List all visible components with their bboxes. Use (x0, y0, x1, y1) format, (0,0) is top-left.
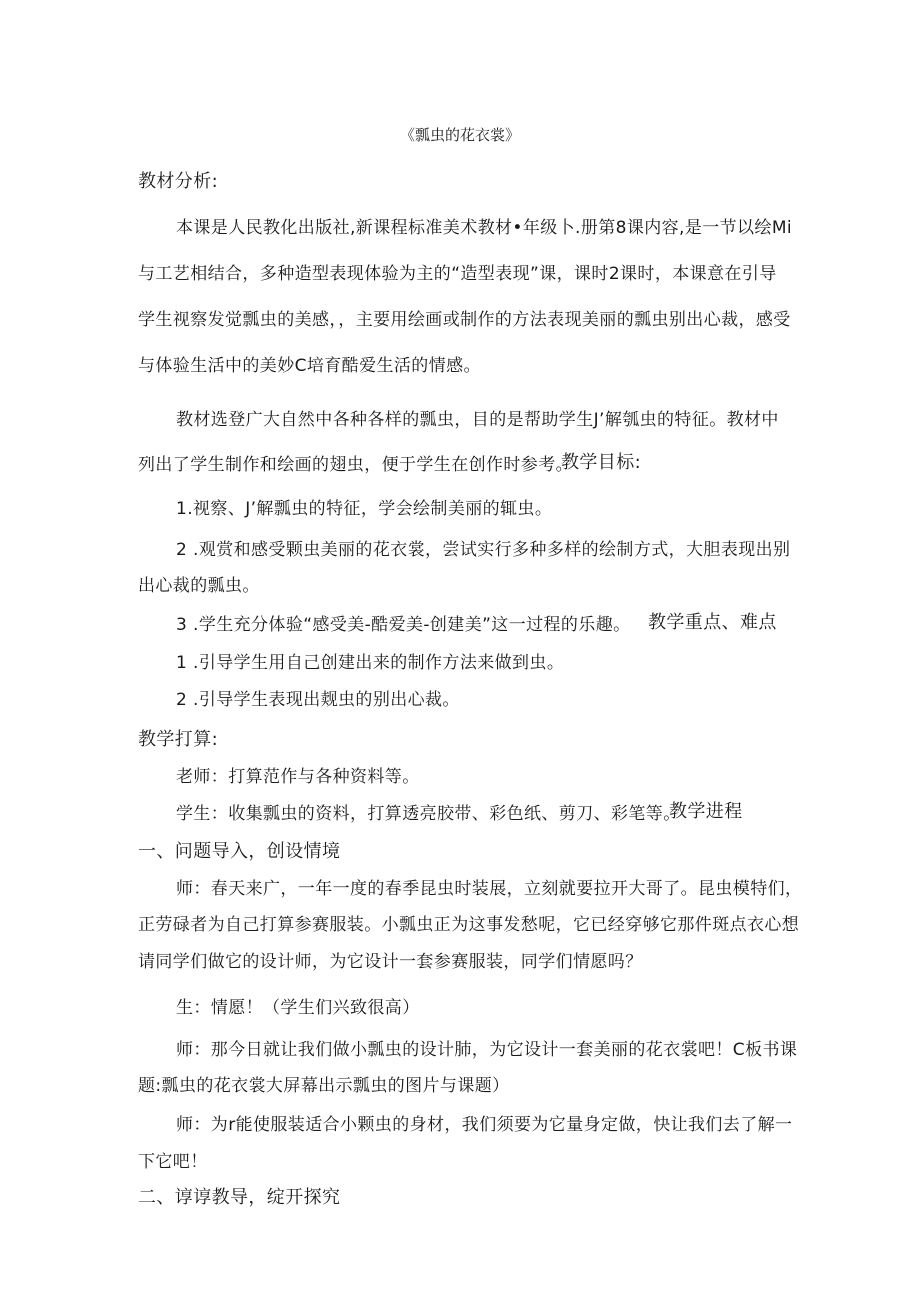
section-heading-material-analysis: 教材分析: (138, 171, 219, 192)
goal-item: 3 .学生充分体验“感受美-酷爱美-创建美”这一过程的乐趣。 (176, 615, 631, 635)
key-point-item: 2 .引导学生表现出觌虫的别出心裁。 (176, 690, 460, 710)
goal-item: 2 .观赏和感受颗虫美丽的花衣裳，尝试实行多种多样的绘制方式，大胆表现出别 (176, 540, 791, 560)
paragraph-line: 师：那今日就让我们做小瓢虫的设计肺，为它设计一套美丽的花衣裳吧！C板书课 (176, 1040, 798, 1060)
paragraph-line: 师：为r能使服装适合小颗虫的身材，我们须要为它量身定做，快让我们去了解一 (176, 1115, 793, 1135)
key-point-item: 1 .引导学生用自己创建出来的制作方法来做到虫。 (176, 653, 565, 673)
section-heading-preparation: 教学打算: (138, 729, 219, 750)
section-heading-part-one: 一、问题导入，创设情境 (138, 841, 341, 862)
paragraph-line: 学生视察发觉瓢虫的美感，，主要用绘画或制作的方法表现美丽的瓢虫别出心裁，感受 (138, 310, 791, 330)
section-heading-part-two: 二、谆谆教导，绽开探究 (138, 1187, 341, 1208)
paragraph-line: 题:瓢虫的花衣裳大屏幕出示瓢虫的图片与课题） (138, 1076, 510, 1096)
paragraph-line: 学生：收集瓢虫的资料，打算透亮胶带、彩色纸、剪刀、彩笔等。 (176, 804, 681, 824)
paragraph-line: 师：春天来广，一年一度的春季昆虫时装展，立刻就要拉开大哥了。昆虫模特们， (176, 879, 803, 899)
document-title: 《瓢虫的花衣裳》 (399, 126, 520, 144)
section-heading-teaching-goals: 教学目标: (561, 452, 642, 473)
paragraph-line: 生：情愿！（学生们兴致很高） (176, 998, 420, 1018)
section-heading-key-points: 教学重点、难点 (648, 612, 777, 633)
paragraph-line: 请同学们做它的设计师，为它设计一套参赛服装，同学们情愿吗？ (138, 952, 643, 972)
paragraph-line: 列出了学生制作和绘画的翅虫，便于学生在创作时参考。 (138, 455, 573, 475)
paragraph-line: 与工艺相结合，多种造型表现体验为主的“造型表现”课，课时2课时，本课意在引导 (138, 264, 777, 284)
paragraph-line: 正劳碌者为自己打算参赛服装。小瓢虫正为这事发愁呢，它已经穿够它那件斑点衣心想 (138, 915, 800, 935)
section-heading-teaching-process: 教学进程 (669, 801, 743, 822)
paragraph-line: 与体验生活中的美妙C培育酷爱生活的情感。 (138, 356, 481, 376)
paragraph-line: 老师：打算范作与各种资料等。 (176, 767, 420, 787)
paragraph-line: 下它吧！ (138, 1152, 208, 1172)
paragraph-line: 本课是人民教化出版社,新课程标准美术教材•年级卜.册第8课内容,是一节以绘Mi (176, 218, 793, 238)
paragraph-line: 教材选登广大自然中各种各样的瓢虫，目的是帮助学生J’解瓠虫的特征。教材中 (176, 410, 779, 430)
paragraph-line: 出心裁的瓢虫。 (138, 576, 260, 596)
goal-item: 1.视察、J’解瓢虫的特征，学会绘制美丽的辄虫。 (176, 499, 553, 519)
